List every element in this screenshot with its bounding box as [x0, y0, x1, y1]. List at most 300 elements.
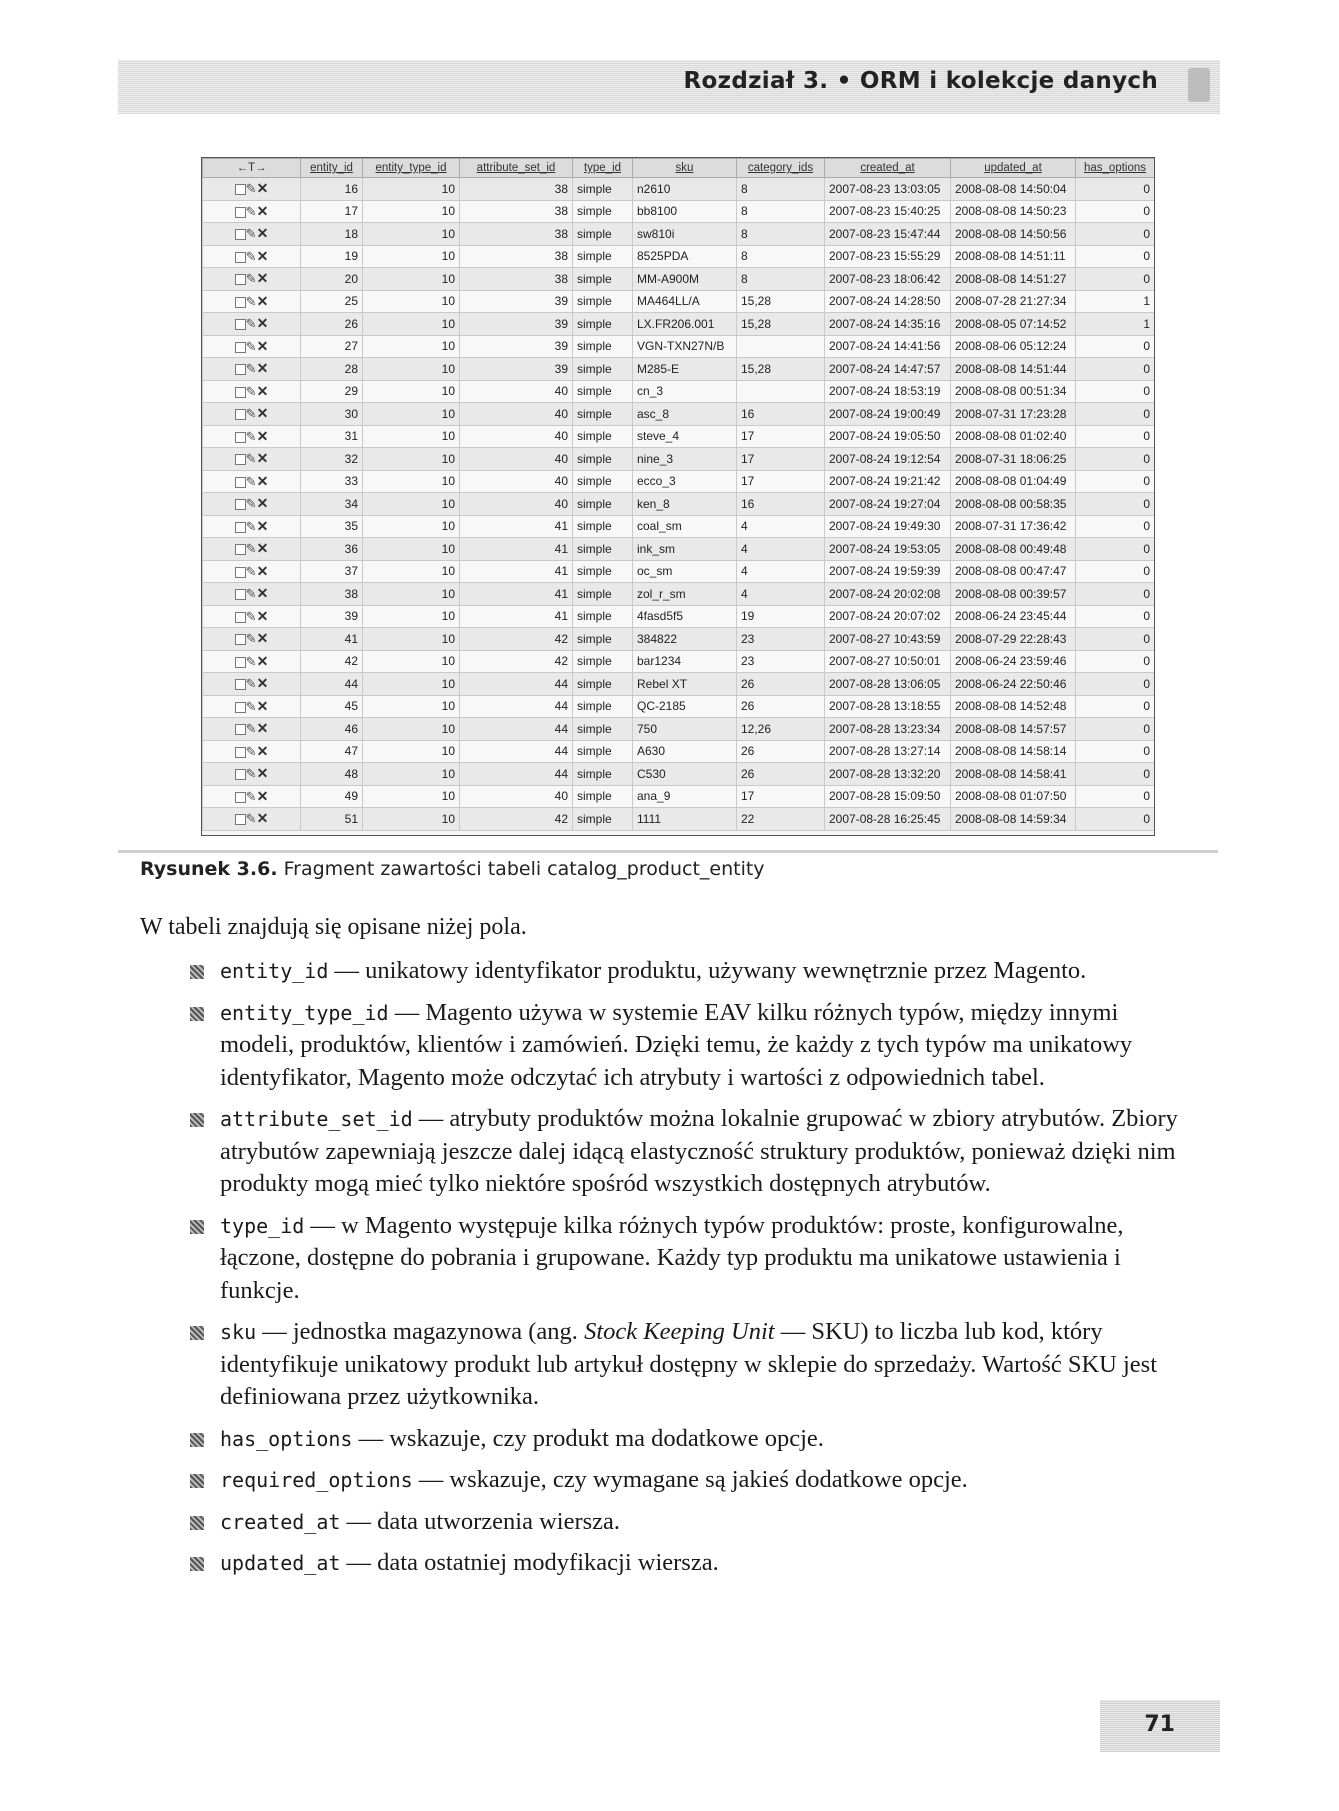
- table-cell-attribute-set-id: 39: [460, 313, 573, 336]
- row-checkbox[interactable]: [235, 724, 246, 735]
- table-cell-sku: LX.FR206.001: [633, 313, 737, 336]
- row-checkbox[interactable]: [235, 702, 246, 713]
- caption-label: Rysunek 3.6.: [140, 858, 278, 880]
- row-checkbox[interactable]: [235, 297, 246, 308]
- table-cell-has-options: 0: [1076, 268, 1155, 291]
- table-cell-type-id: simple: [573, 560, 633, 583]
- table-cell-updated-at: 2008-07-31 18:06:25: [951, 448, 1076, 471]
- table-cell-attribute-set-id: 41: [460, 605, 573, 628]
- table-cell-entity-id: 25: [301, 290, 363, 313]
- field-item: [182, 1103, 1182, 1201]
- delete-icon[interactable]: ✕: [256, 787, 269, 804]
- table-cell-has-options: 0: [1076, 200, 1155, 223]
- row-checkbox[interactable]: [235, 634, 246, 645]
- row-checkbox[interactable]: [235, 454, 246, 465]
- edit-icon[interactable]: ✎: [245, 811, 257, 827]
- field-code: created_at: [220, 1509, 341, 1534]
- delete-icon[interactable]: ✕: [256, 450, 269, 467]
- field-description-emphasis: Stock Keeping Unit: [584, 1318, 775, 1345]
- table-cell-category-ids: 19: [737, 605, 825, 628]
- table-cell-created-at: 2007-08-24 14:35:16: [825, 313, 951, 336]
- field-description: — wskazuje, czy wymagane są jakieś dodatkowe opcje.: [412, 1466, 968, 1493]
- table-cell-sku: Rebel XT: [633, 673, 737, 696]
- table-row: [203, 605, 1155, 628]
- bullet-icon: [190, 1557, 204, 1571]
- table-cell-has-options: 0: [1076, 425, 1155, 448]
- column-header[interactable]: sku: [633, 159, 737, 178]
- table-cell-sku: cn_3: [633, 380, 737, 403]
- table-cell-entity-type-id: 10: [363, 223, 460, 246]
- edit-icon[interactable]: ✎: [245, 496, 257, 512]
- table-cell-updated-at: 2008-08-08 14:50:23: [951, 200, 1076, 223]
- caption-text: Fragment zawartości tabeli catalog_product_entity: [277, 858, 765, 880]
- table-cell-entity-type-id: 10: [363, 403, 460, 426]
- table-row: [203, 808, 1155, 831]
- table-cell-type-id: simple: [573, 673, 633, 696]
- column-header[interactable]: category_ids: [737, 159, 825, 178]
- table-cell-has-options: 0: [1076, 718, 1155, 741]
- table-cell-created-at: 2007-08-23 15:40:25: [825, 200, 951, 223]
- column-header[interactable]: entity_id: [301, 159, 363, 178]
- table-cell-entity-type-id: 10: [363, 560, 460, 583]
- table-cell-type-id: simple: [573, 448, 633, 471]
- edit-icon[interactable]: ✎: [245, 338, 257, 354]
- row-actions: [203, 673, 301, 696]
- table-cell-type-id: simple: [573, 785, 633, 808]
- delete-icon[interactable]: ✕: [256, 720, 269, 737]
- table-cell-category-ids: 16: [737, 493, 825, 516]
- table-cell-entity-type-id: 10: [363, 515, 460, 538]
- row-checkbox[interactable]: [235, 207, 246, 218]
- edit-icon[interactable]: ✎: [245, 428, 257, 444]
- row-actions: [203, 178, 301, 201]
- field-description: — data ostatniej modyfikacji wiersza.: [340, 1549, 719, 1576]
- table-cell-entity-type-id: 10: [363, 763, 460, 786]
- table-cell-sku: asc_8: [633, 403, 737, 426]
- row-actions: [203, 650, 301, 673]
- delete-icon[interactable]: ✕: [256, 562, 269, 579]
- column-header[interactable]: has_options: [1076, 159, 1155, 178]
- edit-icon[interactable]: ✎: [245, 451, 257, 467]
- column-header[interactable]: created_at: [825, 159, 951, 178]
- table-cell-sku: C530: [633, 763, 737, 786]
- table-cell-category-ids: 8: [737, 245, 825, 268]
- delete-icon[interactable]: ✕: [256, 765, 269, 782]
- row-checkbox[interactable]: [235, 229, 246, 240]
- row-checkbox[interactable]: [235, 342, 246, 353]
- delete-icon[interactable]: ✕: [256, 630, 269, 647]
- table-cell-attribute-set-id: 38: [460, 178, 573, 201]
- table-cell-updated-at: 2008-08-08 00:39:57: [951, 583, 1076, 606]
- table-cell-type-id: simple: [573, 515, 633, 538]
- table-cell-created-at: 2007-08-28 15:09:50: [825, 785, 951, 808]
- field-item: [182, 1210, 1182, 1308]
- edit-icon[interactable]: ✎: [245, 676, 257, 692]
- table-cell-has-options: 0: [1076, 650, 1155, 673]
- table-cell-sku: MM-A900M: [633, 268, 737, 291]
- table-cell-type-id: simple: [573, 605, 633, 628]
- row-actions: [203, 493, 301, 516]
- field-item: [182, 1316, 1182, 1414]
- delete-icon[interactable]: ✕: [256, 427, 269, 444]
- row-actions: [203, 605, 301, 628]
- table-cell-attribute-set-id: 40: [460, 380, 573, 403]
- table-cell-created-at: 2007-08-28 13:27:14: [825, 740, 951, 763]
- edit-icon[interactable]: ✎: [245, 518, 257, 534]
- table-cell-has-options: 0: [1076, 605, 1155, 628]
- row-checkbox[interactable]: [235, 792, 246, 803]
- table-cell-updated-at: 2008-06-24 23:59:46: [951, 650, 1076, 673]
- table-cell-has-options: 0: [1076, 403, 1155, 426]
- edit-icon[interactable]: ✎: [245, 586, 257, 602]
- table-cell-entity-id: 34: [301, 493, 363, 516]
- field-code: type_id: [220, 1213, 305, 1238]
- table-cell-attribute-set-id: 40: [460, 403, 573, 426]
- table-cell-created-at: 2007-08-23 13:03:05: [825, 178, 951, 201]
- table-cell-entity-id: 27: [301, 335, 363, 358]
- edit-icon[interactable]: ✎: [245, 248, 257, 264]
- table-cell-updated-at: 2008-07-28 21:27:34: [951, 290, 1076, 313]
- table-cell-has-options: 1: [1076, 290, 1155, 313]
- chapter-title: Rozdział 3. • ORM i kolekcje danych: [683, 68, 1158, 94]
- delete-icon[interactable]: ✕: [256, 675, 269, 692]
- table-cell-sku: ecco_3: [633, 470, 737, 493]
- table-cell-entity-type-id: 10: [363, 785, 460, 808]
- table-cell-category-ids: 26: [737, 763, 825, 786]
- table-cell-has-options: 0: [1076, 470, 1155, 493]
- delete-icon[interactable]: ✕: [256, 517, 269, 534]
- table-cell-sku: steve_4: [633, 425, 737, 448]
- table-cell-entity-id: 45: [301, 695, 363, 718]
- table-row: [203, 740, 1155, 763]
- delete-icon[interactable]: ✕: [256, 697, 269, 714]
- table-cell-type-id: simple: [573, 493, 633, 516]
- table-row: [203, 268, 1155, 291]
- row-checkbox[interactable]: [235, 544, 246, 555]
- table-cell-category-ids: 8: [737, 268, 825, 291]
- table-cell-sku: MA464LL/A: [633, 290, 737, 313]
- table-cell-type-id: simple: [573, 358, 633, 381]
- row-checkbox[interactable]: [235, 184, 246, 195]
- table-cell-entity-id: 32: [301, 448, 363, 471]
- table-cell-entity-id: 30: [301, 403, 363, 426]
- table-cell-entity-id: 38: [301, 583, 363, 606]
- table-cell-created-at: 2007-08-24 19:49:30: [825, 515, 951, 538]
- table-cell-attribute-set-id: 42: [460, 628, 573, 651]
- table-cell-updated-at: 2008-07-31 17:36:42: [951, 515, 1076, 538]
- table-cell-entity-id: 47: [301, 740, 363, 763]
- edit-icon[interactable]: ✎: [245, 293, 257, 309]
- field-code: attribute_set_id: [220, 1107, 413, 1131]
- table-cell-attribute-set-id: 38: [460, 245, 573, 268]
- table-cell-type-id: simple: [573, 628, 633, 651]
- table-cell-entity-type-id: 10: [363, 718, 460, 741]
- table-cell-updated-at: 2008-08-08 01:04:49: [951, 470, 1076, 493]
- table-cell-attribute-set-id: 40: [460, 785, 573, 808]
- edit-icon[interactable]: ✎: [245, 563, 257, 579]
- table-cell-entity-type-id: 10: [363, 290, 460, 313]
- field-code: required_options: [220, 1468, 413, 1492]
- table-cell-has-options: 0: [1076, 538, 1155, 561]
- field-item: [182, 1506, 1182, 1539]
- table-body: [203, 178, 1155, 831]
- table-cell-created-at: 2007-08-24 19:12:54: [825, 448, 951, 471]
- edit-icon[interactable]: ✎: [245, 271, 257, 287]
- table-row: [203, 718, 1155, 741]
- table-row: [203, 313, 1155, 336]
- table-cell-type-id: simple: [573, 650, 633, 673]
- table-cell-category-ids: 4: [737, 583, 825, 606]
- table-cell-sku: 1111: [633, 808, 737, 831]
- table-cell-sku: ana_9: [633, 785, 737, 808]
- table-cell-sku: nine_3: [633, 448, 737, 471]
- row-actions: [203, 785, 301, 808]
- table-cell-created-at: 2007-08-24 18:53:19: [825, 380, 951, 403]
- table-cell-entity-id: 33: [301, 470, 363, 493]
- edit-icon[interactable]: ✎: [245, 473, 257, 489]
- row-actions: [203, 470, 301, 493]
- table-cell-updated-at: 2008-08-08 00:47:47: [951, 560, 1076, 583]
- table-cell-attribute-set-id: 44: [460, 763, 573, 786]
- table-cell-entity-id: 29: [301, 380, 363, 403]
- table-cell-entity-id: 17: [301, 200, 363, 223]
- delete-icon[interactable]: ✕: [256, 405, 269, 422]
- table-cell-created-at: 2007-08-24 19:00:49: [825, 403, 951, 426]
- table-cell-has-options: 0: [1076, 380, 1155, 403]
- row-checkbox[interactable]: [235, 567, 246, 578]
- edit-icon[interactable]: ✎: [245, 541, 257, 557]
- row-checkbox[interactable]: [235, 432, 246, 443]
- edit-icon[interactable]: ✎: [245, 653, 257, 669]
- table-cell-updated-at: 2008-08-08 01:02:40: [951, 425, 1076, 448]
- delete-icon[interactable]: ✕: [256, 382, 269, 399]
- table-cell-type-id: simple: [573, 740, 633, 763]
- table-cell-attribute-set-id: 42: [460, 808, 573, 831]
- table-cell-entity-type-id: 10: [363, 605, 460, 628]
- table-cell-created-at: 2007-08-28 13:23:34: [825, 718, 951, 741]
- edit-icon[interactable]: ✎: [245, 226, 257, 242]
- table-row: [203, 763, 1155, 786]
- row-actions: [203, 335, 301, 358]
- table-cell-category-ids: 8: [737, 200, 825, 223]
- table-cell-entity-id: 18: [301, 223, 363, 246]
- row-checkbox[interactable]: [235, 522, 246, 533]
- table-cell-type-id: simple: [573, 470, 633, 493]
- row-checkbox[interactable]: [235, 814, 246, 825]
- delete-icon[interactable]: ✕: [256, 495, 269, 512]
- table-cell-updated-at: 2008-08-08 00:49:48: [951, 538, 1076, 561]
- table-cell-updated-at: 2008-08-08 14:51:44: [951, 358, 1076, 381]
- bullet-icon: [190, 1220, 204, 1234]
- edit-icon[interactable]: ✎: [245, 316, 257, 332]
- row-actions: [203, 448, 301, 471]
- row-checkbox[interactable]: [235, 387, 246, 398]
- table-cell-attribute-set-id: 39: [460, 290, 573, 313]
- edit-icon[interactable]: ✎: [245, 608, 257, 624]
- table-row: [203, 178, 1155, 201]
- edit-icon[interactable]: ✎: [245, 766, 257, 782]
- table-cell-entity-type-id: 10: [363, 583, 460, 606]
- delete-icon[interactable]: ✕: [256, 607, 269, 624]
- table-cell-category-ids: 15,28: [737, 313, 825, 336]
- bullet-icon: [190, 1326, 204, 1340]
- row-checkbox[interactable]: [235, 477, 246, 488]
- row-checkbox[interactable]: [235, 364, 246, 375]
- delete-icon[interactable]: ✕: [256, 652, 269, 669]
- delete-icon[interactable]: ✕: [256, 247, 269, 264]
- delete-icon[interactable]: ✕: [256, 472, 269, 489]
- table-cell-updated-at: 2008-08-08 00:58:35: [951, 493, 1076, 516]
- row-checkbox[interactable]: [235, 319, 246, 330]
- row-checkbox[interactable]: [235, 409, 246, 420]
- row-checkbox[interactable]: [235, 657, 246, 668]
- edit-icon[interactable]: ✎: [245, 383, 257, 399]
- table-cell-sku: bar1234: [633, 650, 737, 673]
- header-tab-marker: [1188, 68, 1210, 102]
- row-actions: [203, 223, 301, 246]
- table-cell-created-at: 2007-08-28 13:06:05: [825, 673, 951, 696]
- table-cell-entity-type-id: 10: [363, 380, 460, 403]
- data-table: [202, 158, 1155, 831]
- table-cell-type-id: simple: [573, 290, 633, 313]
- delete-icon[interactable]: ✕: [256, 810, 269, 827]
- column-header[interactable]: attribute_set_id: [460, 159, 573, 178]
- row-actions: [203, 403, 301, 426]
- bullet-icon: [190, 1007, 204, 1021]
- edit-icon[interactable]: ✎: [245, 743, 257, 759]
- row-checkbox[interactable]: [235, 499, 246, 510]
- table-cell-has-options: 0: [1076, 785, 1155, 808]
- table-cell-entity-id: 42: [301, 650, 363, 673]
- table-cell-has-options: 1: [1076, 313, 1155, 336]
- table-cell-updated-at: 2008-08-08 14:52:48: [951, 695, 1076, 718]
- field-code: sku: [220, 1320, 257, 1344]
- table-cell-type-id: simple: [573, 380, 633, 403]
- edit-icon[interactable]: ✎: [245, 361, 257, 377]
- table-cell-attribute-set-id: 40: [460, 470, 573, 493]
- table-cell-category-ids: 23: [737, 628, 825, 651]
- row-checkbox[interactable]: [235, 274, 246, 285]
- edit-icon[interactable]: ✎: [245, 406, 257, 422]
- table-row: [203, 695, 1155, 718]
- field-code: entity_type_id: [220, 1000, 389, 1025]
- column-header[interactable]: entity_type_id: [363, 159, 460, 178]
- delete-icon[interactable]: ✕: [256, 585, 269, 602]
- edit-icon[interactable]: ✎: [245, 788, 257, 804]
- table-cell-updated-at: 2008-08-08 14:59:34: [951, 808, 1076, 831]
- field-description: — Magento używa w systemie EAV kilku różnych typów, między innymi modeli, produktów, klientów i zamówień. Dzięki temu, że każdy z tych typów ma unikatowy identyfikator, Magento może odczytać ich atrybuty i wartości z odpowiednich tabel.: [220, 998, 1133, 1091]
- field-list: [182, 955, 1182, 1589]
- field-item: [182, 1423, 1182, 1456]
- edit-icon[interactable]: ✎: [245, 631, 257, 647]
- table-cell-sku: sw810i: [633, 223, 737, 246]
- row-checkbox[interactable]: [235, 589, 246, 600]
- table-cell-updated-at: 2008-08-08 01:07:50: [951, 785, 1076, 808]
- table-cell-has-options: 0: [1076, 673, 1155, 696]
- delete-icon[interactable]: ✕: [256, 270, 269, 287]
- table-cell-entity-id: 39: [301, 605, 363, 628]
- table-cell-category-ids: 15,28: [737, 290, 825, 313]
- row-actions: [203, 313, 301, 336]
- row-checkbox[interactable]: [235, 679, 246, 690]
- row-checkbox[interactable]: [235, 252, 246, 263]
- delete-icon[interactable]: ✕: [256, 202, 269, 219]
- delete-icon[interactable]: ✕: [256, 180, 269, 197]
- table-cell-sku: A630: [633, 740, 737, 763]
- delete-icon[interactable]: ✕: [256, 225, 269, 242]
- table-row: [203, 785, 1155, 808]
- table-cell-has-options: 0: [1076, 448, 1155, 471]
- table-cell-type-id: simple: [573, 403, 633, 426]
- row-checkbox[interactable]: [235, 612, 246, 623]
- delete-icon[interactable]: ✕: [256, 292, 269, 309]
- delete-icon[interactable]: ✕: [256, 540, 269, 557]
- edit-icon[interactable]: ✎: [245, 721, 257, 737]
- delete-icon[interactable]: ✕: [256, 742, 269, 759]
- table-row: [203, 560, 1155, 583]
- row-checkbox[interactable]: [235, 769, 246, 780]
- table-cell-category-ids: 17: [737, 785, 825, 808]
- table-cell-entity-id: 49: [301, 785, 363, 808]
- table-cell-sku: 384822: [633, 628, 737, 651]
- table-cell-updated-at: 2008-08-08 14:51:11: [951, 245, 1076, 268]
- edit-icon[interactable]: ✎: [245, 203, 257, 219]
- table-cell-attribute-set-id: 41: [460, 515, 573, 538]
- table-cell-type-id: simple: [573, 425, 633, 448]
- column-header[interactable]: updated_at: [951, 159, 1076, 178]
- table-cell-entity-id: 44: [301, 673, 363, 696]
- row-actions: [203, 538, 301, 561]
- table-cell-created-at: 2007-08-27 10:50:01: [825, 650, 951, 673]
- delete-icon[interactable]: ✕: [256, 360, 269, 377]
- table-row: [203, 358, 1155, 381]
- delete-icon[interactable]: ✕: [256, 315, 269, 332]
- table-cell-created-at: 2007-08-23 18:06:42: [825, 268, 951, 291]
- edit-icon[interactable]: ✎: [245, 698, 257, 714]
- sort-arrows-header[interactable]: ←T→: [203, 159, 301, 178]
- table-cell-entity-type-id: 10: [363, 493, 460, 516]
- table-cell-category-ids: 17: [737, 470, 825, 493]
- row-actions: [203, 290, 301, 313]
- edit-icon[interactable]: ✎: [245, 181, 257, 197]
- page-number: 71: [1144, 1712, 1175, 1737]
- row-actions: [203, 268, 301, 291]
- column-header[interactable]: type_id: [573, 159, 633, 178]
- table-row: [203, 335, 1155, 358]
- table-cell-entity-id: 26: [301, 313, 363, 336]
- table-cell-sku: 4fasd5f5: [633, 605, 737, 628]
- table-cell-updated-at: 2008-08-06 05:12:24: [951, 335, 1076, 358]
- field-item: [182, 955, 1182, 988]
- table-cell-created-at: 2007-08-24 19:05:50: [825, 425, 951, 448]
- bullet-icon: [190, 965, 204, 979]
- table-row: [203, 380, 1155, 403]
- table-cell-category-ids: 8: [737, 178, 825, 201]
- delete-icon[interactable]: ✕: [256, 337, 269, 354]
- table-cell-created-at: 2007-08-24 19:53:05: [825, 538, 951, 561]
- table-cell-entity-id: 19: [301, 245, 363, 268]
- table-cell-sku: bb8100: [633, 200, 737, 223]
- field-item: [182, 997, 1182, 1095]
- table-cell-has-options: 0: [1076, 628, 1155, 651]
- table-cell-has-options: 0: [1076, 560, 1155, 583]
- table-row: [203, 515, 1155, 538]
- row-checkbox[interactable]: [235, 747, 246, 758]
- intro-paragraph: W tabeli znajdują się opisane niżej pola.: [140, 914, 527, 940]
- table-row: [203, 538, 1155, 561]
- table-cell-created-at: 2007-08-24 14:41:56: [825, 335, 951, 358]
- table-row: [203, 223, 1155, 246]
